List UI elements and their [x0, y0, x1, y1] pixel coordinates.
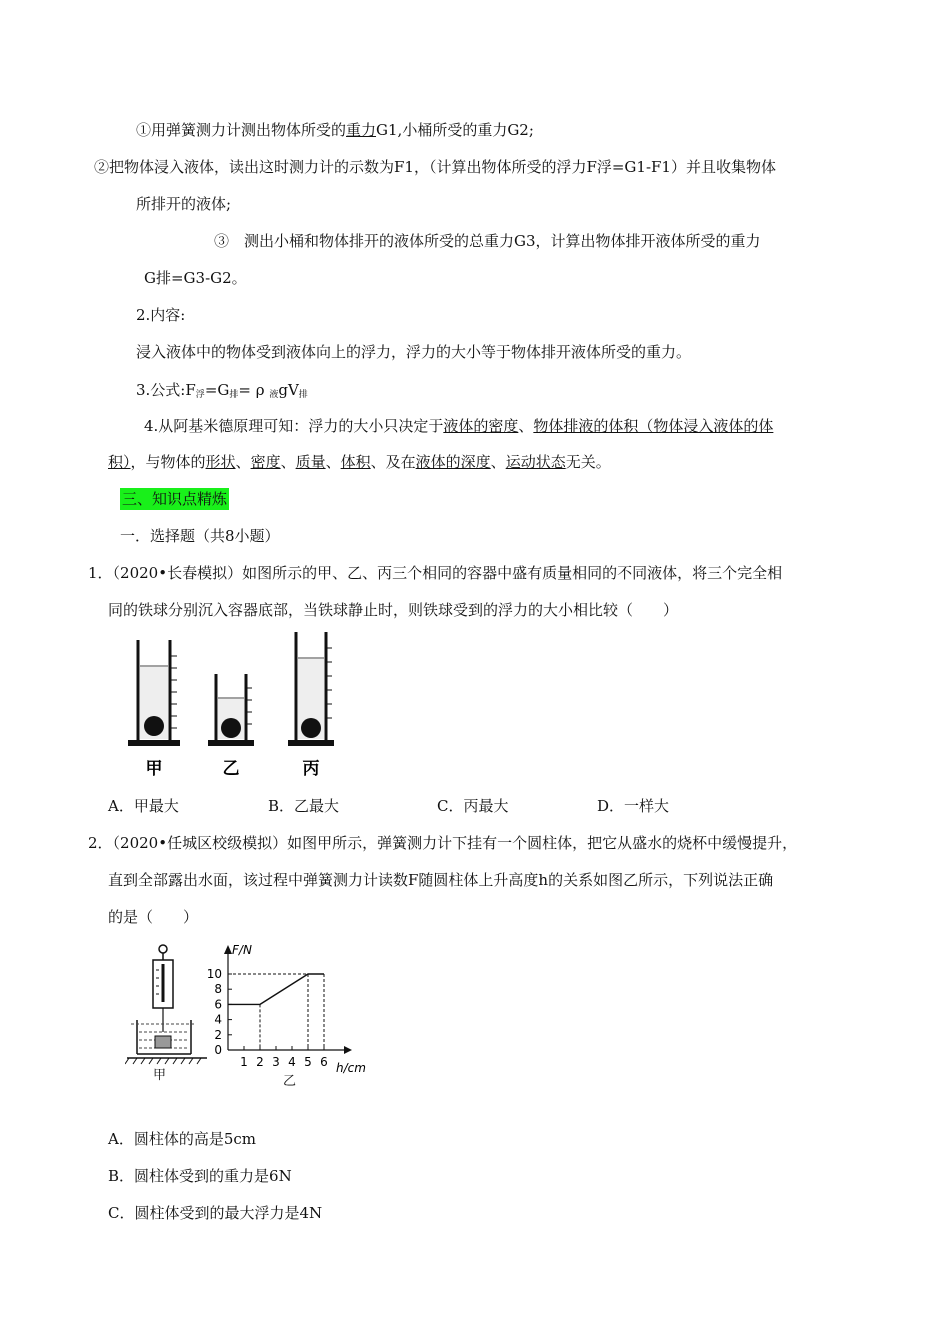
q2-option-c[interactable]: C．圆柱体受到的最大浮力是4N: [108, 1204, 323, 1222]
q1-line-2: 同的铁球分别沉入容器底部，当铁球静止时，则铁球受到的浮力的大小相比较（ ）: [108, 601, 679, 619]
y-tick-label: 0: [214, 1043, 222, 1057]
x-tick-label: 5: [304, 1055, 312, 1069]
cylinder-bing: [288, 632, 334, 746]
x-axis-label: h/cm: [336, 1061, 366, 1075]
y-axis-label: F/N: [232, 943, 252, 957]
x-tick-label: 3: [272, 1055, 280, 1069]
x-tick-label: 1: [240, 1055, 248, 1069]
cylinder-yi: [208, 674, 254, 746]
q2-line-1: 2．（2020•任城区校级模拟）如图甲所示，弹簧测力计下挂有一个圆柱体，把它从盛水的烧杯中缓慢提升，: [88, 834, 798, 852]
y-tick-label: 6: [214, 997, 222, 1012]
x-axis-arrow: [344, 1046, 352, 1054]
step-3-line-1: ③ 测出小桶和物体排开的液体所受的总重力G3，计算出物体排开液体所受的重力: [214, 232, 761, 250]
cylinder-jia: [128, 640, 180, 746]
q2-line-2: 直到全部露出水面，该过程中弹簧测力计读数F随圆柱体上升高度h的关系如图乙所示，下列说法正确: [108, 871, 774, 889]
q2-option-b[interactable]: B．圆柱体受到的重力是6N: [108, 1167, 292, 1185]
label-jia: 甲: [145, 759, 163, 779]
x-tick-label: 6: [320, 1055, 328, 1069]
y-tick-label: 2: [214, 1027, 222, 1042]
q1-option-b[interactable]: B．乙最大: [268, 797, 340, 815]
q2-label-jia: 甲: [153, 1068, 167, 1083]
formula: 3.公式$:F_浮=G_排= \rho$ $_液gV_排$: [136, 381, 308, 400]
content-heading: 2.内容:: [136, 306, 186, 324]
x-tick-label: 2: [256, 1055, 264, 1069]
content-text: 浸入液体中的物体受到液体向上的浮力，浮力的大小等于物体排开液体所受的重力。: [136, 343, 692, 361]
label-bing: 丙: [302, 759, 320, 779]
q2-label-yi: 乙: [283, 1074, 297, 1089]
y-tick-label: 4: [214, 1012, 222, 1027]
step-3-line-2: G排=G3-G2。: [144, 269, 247, 287]
label-yi: 乙: [222, 759, 240, 779]
x-tick-label: 4: [288, 1055, 296, 1069]
step-2-line-2: 所排开的液体;: [136, 195, 232, 213]
q1-option-c[interactable]: C．丙最大: [437, 797, 509, 815]
section-title: 三、知识点精炼: [122, 490, 228, 508]
step-1: ①用弹簧测力计测出物体所受的重力G1,小桶所受的重力G2;: [136, 121, 534, 139]
step-2-line-1: ②把物体浸入液体，读出这时测力计的示数为F1，（计算出物体所受的浮力F浮=G1-F1）并且收集物体: [94, 158, 776, 176]
q1-option-a[interactable]: A．甲最大: [108, 797, 179, 815]
q1-figure: [120, 628, 360, 784]
y-axis-arrow: [224, 945, 232, 954]
q2-chart: [200, 940, 380, 1080]
y-tick-label: 10: [206, 967, 222, 981]
data-line: [228, 974, 324, 1004]
archimedes-line-2: 积），与物体的形状、密度、质量、体积、及在液体的深度、运动状态无关。: [108, 453, 611, 471]
y-tick-label: 8: [214, 982, 222, 997]
q1-option-d[interactable]: D．一样大: [597, 797, 670, 815]
q1-line-1: 1．（2020•长春模拟）如图所示的甲、乙、丙三个相同的容器中盛有质量相同的不同液体，将三个完全相: [88, 564, 783, 582]
q2-option-a[interactable]: A．圆柱体的高是5cm: [108, 1130, 257, 1148]
q2-line-3: 的是（ ）: [108, 908, 199, 926]
archimedes-line-1: 4.从阿基米德原理可知：浮力的大小只决定于液体的密度、物体排液的体积（物体浸入液体的体: [144, 417, 774, 435]
section-subtitle: 一．选择题（共8小题）: [120, 527, 280, 545]
